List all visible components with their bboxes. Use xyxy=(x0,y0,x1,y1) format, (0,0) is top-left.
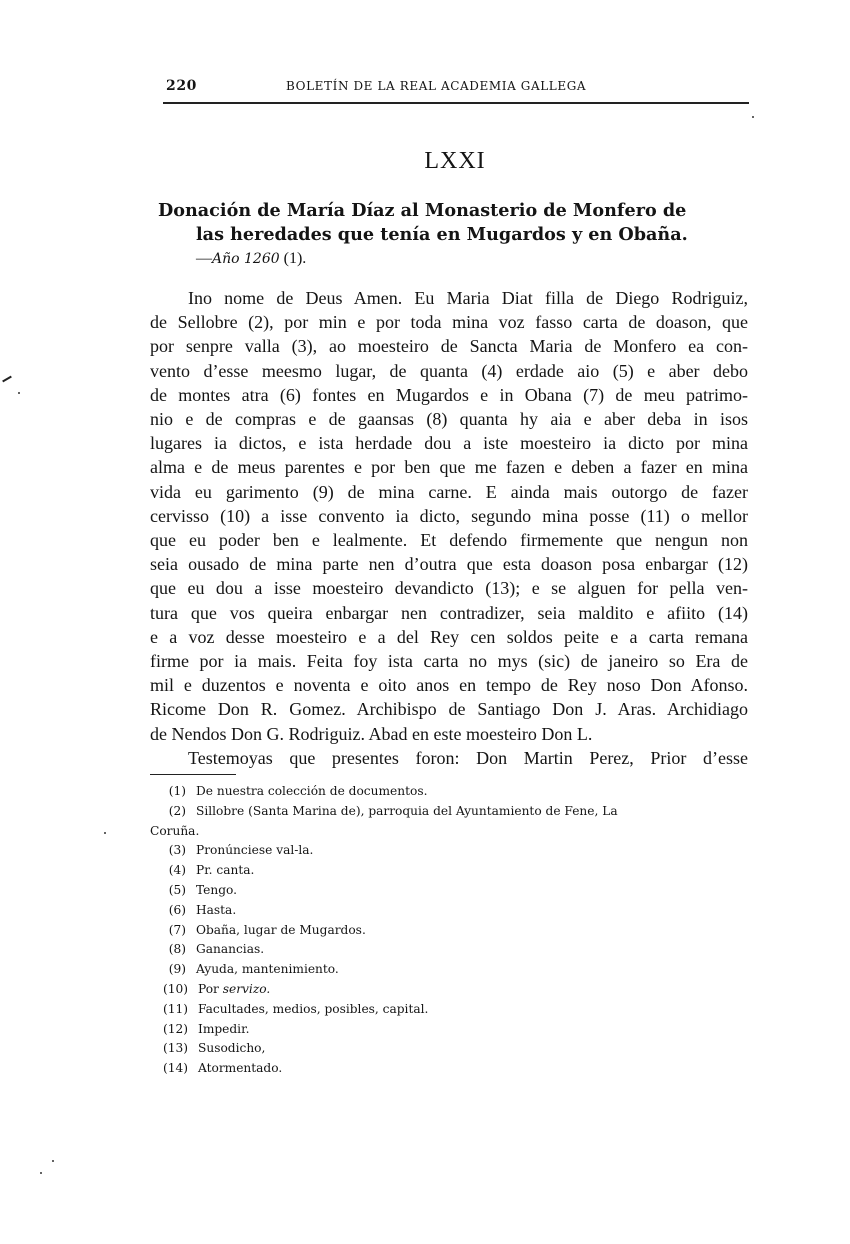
footnote-1 xyxy=(150,782,750,802)
body-line: seia ousado de mina parte nen d’outra que esta doason posa enbargar (12) xyxy=(150,554,748,575)
footnote-4 xyxy=(150,861,750,881)
footnote-10 xyxy=(150,980,750,1000)
footnote-text: Ganancias. xyxy=(196,942,265,957)
body-line: lugares ia dictos, e ista herdade dou a iste moesteiro ia dicto por mina xyxy=(150,433,748,454)
document-number: LXXI xyxy=(424,148,486,174)
footnote-text-italic: servizo. xyxy=(222,981,271,996)
body-line: mil e duzentos e noventa e oito anos en tempo de Rey noso Don Afonso. xyxy=(150,675,748,696)
footnote-2 xyxy=(150,802,750,822)
scan-speck xyxy=(752,116,754,118)
body-line: Testemoyas que presentes foron: Don Martin Perez, Prior d’esse xyxy=(188,747,748,768)
footnote-number: (12) xyxy=(162,1021,188,1036)
header-rule xyxy=(163,102,749,104)
footnote-text: Sillobre (Santa Marina de), parroquia del Ayuntamiento de Fene, La xyxy=(196,803,618,818)
footnote-text: De nuestra colección de documentos. xyxy=(196,784,428,798)
footnote-11 xyxy=(150,1000,750,1020)
footnote-text: Pronúnciese val-la. xyxy=(196,843,314,858)
body-line: de Sellobre (2), por min e por toda mina voz fasso carta de doason, que xyxy=(150,312,748,333)
body-line: alma e de meus parentes e por ben que me fazen e deben a fazer en mina xyxy=(150,457,748,478)
footnote-13 xyxy=(150,1039,750,1059)
footnote-text: Pr. canta. xyxy=(196,863,255,878)
footnote-number: (10) xyxy=(162,981,188,996)
running-head xyxy=(166,78,756,98)
footnote-text: Ayuda, mantenimiento. xyxy=(196,962,339,977)
footnote-number: (9) xyxy=(168,962,186,977)
footnote-text: Facultades, medios, posibles, capital. xyxy=(198,1001,429,1016)
date-footnote-ref: (1). xyxy=(279,250,307,267)
journal-title: BOLETÍN DE LA REAL ACADEMIA GALLEGA xyxy=(286,79,587,93)
scan-speck xyxy=(52,1160,54,1162)
footnote-14 xyxy=(150,1059,750,1079)
footnote-number: (5) xyxy=(168,882,186,897)
body-line: firme por ia mais. Feita foy ista carta no mys (sic) de janeiro so Era de xyxy=(150,651,748,672)
footnote-2-continuation: Coruña. xyxy=(150,823,200,838)
footnote-number: (14) xyxy=(162,1061,188,1076)
footnote-3 xyxy=(150,841,750,861)
footnotes xyxy=(150,782,750,1079)
footnote-number: (1) xyxy=(168,784,186,798)
body-line: Ricome Don R. Gomez. Archibispo de Santiago Don J. Aras. Archidiago xyxy=(150,699,748,720)
scan-speck xyxy=(104,832,106,834)
title-line-1: Donación de María Díaz al Monasterio de Monfero de xyxy=(158,200,687,221)
document-title xyxy=(158,199,758,247)
body-line: nio e de compras e de gaansas (8) quanta hy aia e aber deba in isos xyxy=(150,409,748,430)
footnote-number: (7) xyxy=(168,922,186,937)
body-line: cervisso (10) a isse convento ia dicto, segundo mina posse (11) o mellor xyxy=(150,505,748,526)
body-line: Ino nome de Deus Amen. Eu Maria Diat filla de Diego Rodriguiz, xyxy=(188,288,748,308)
footnote-number: (6) xyxy=(168,902,186,917)
date-dash: — xyxy=(196,250,212,267)
footnote-number: (11) xyxy=(162,1001,188,1016)
body-line: que eu poder ben e lealmente. Et defendo firmemente que nengun non xyxy=(150,530,748,551)
footnote-12 xyxy=(150,1020,750,1040)
footnote-7 xyxy=(150,921,750,941)
body-line: vida eu garimento (9) de mina carne. E ainda mais outorgo de fazer xyxy=(150,481,748,502)
footnote-text: Obaña, lugar de Mugardos. xyxy=(196,922,366,937)
footnote-text: Atormentado. xyxy=(198,1061,283,1076)
date-year: Año 1260 xyxy=(212,251,280,267)
footnote-number: (4) xyxy=(168,863,186,878)
body-line: tura que vos queira enbargar nen contradizer, seia maldito e afiito (14) xyxy=(150,602,748,623)
footnote-number: (13) xyxy=(162,1041,188,1056)
footnote-number: (8) xyxy=(168,942,186,957)
scan-speck xyxy=(40,1172,42,1174)
footnote-8 xyxy=(150,940,750,960)
body-line: e a voz desse moesteiro e a del Rey cen soldos peite e a carta remana xyxy=(150,626,748,647)
body-line: que eu dou a isse moesteiro devandicto (13); e se alguen for pella ven- xyxy=(150,578,748,599)
footnote-text: Impedir. xyxy=(198,1021,250,1036)
footnote-5 xyxy=(150,881,750,901)
body-line: por senpre valla (3), ao moesteiro de Sancta Maria de Monfero ea con- xyxy=(150,336,748,357)
footnote-text: Tengo. xyxy=(196,882,238,897)
footnote-text: Hasta. xyxy=(196,902,237,917)
footnote-9 xyxy=(150,960,750,980)
scan-speck xyxy=(18,392,20,394)
title-line-2: las heredades que tenía en Mugardos y en Obaña. xyxy=(196,224,688,245)
footnote-6 xyxy=(150,901,750,921)
page-number: 220 xyxy=(166,78,198,94)
footnote-text: Por xyxy=(198,981,223,996)
footnote-number: (3) xyxy=(168,843,186,858)
footnote-text: Susodicho, xyxy=(198,1041,266,1056)
body-line: de montes atra (6) fontes en Mugardos e in Obana (7) de meu patrimo- xyxy=(150,384,748,405)
document-body xyxy=(150,286,748,770)
body-line: vento d’esse meesmo lugar, de quanta (4) erdade aio (5) e aber debo xyxy=(150,360,748,381)
document-date xyxy=(196,250,306,268)
margin-mark xyxy=(2,376,12,383)
body-line: de Nendos Don G. Rodriguiz. Abad en este moesteiro Don L. xyxy=(150,723,593,744)
footnote-rule xyxy=(150,774,236,775)
footnote-number: (2) xyxy=(168,803,186,818)
